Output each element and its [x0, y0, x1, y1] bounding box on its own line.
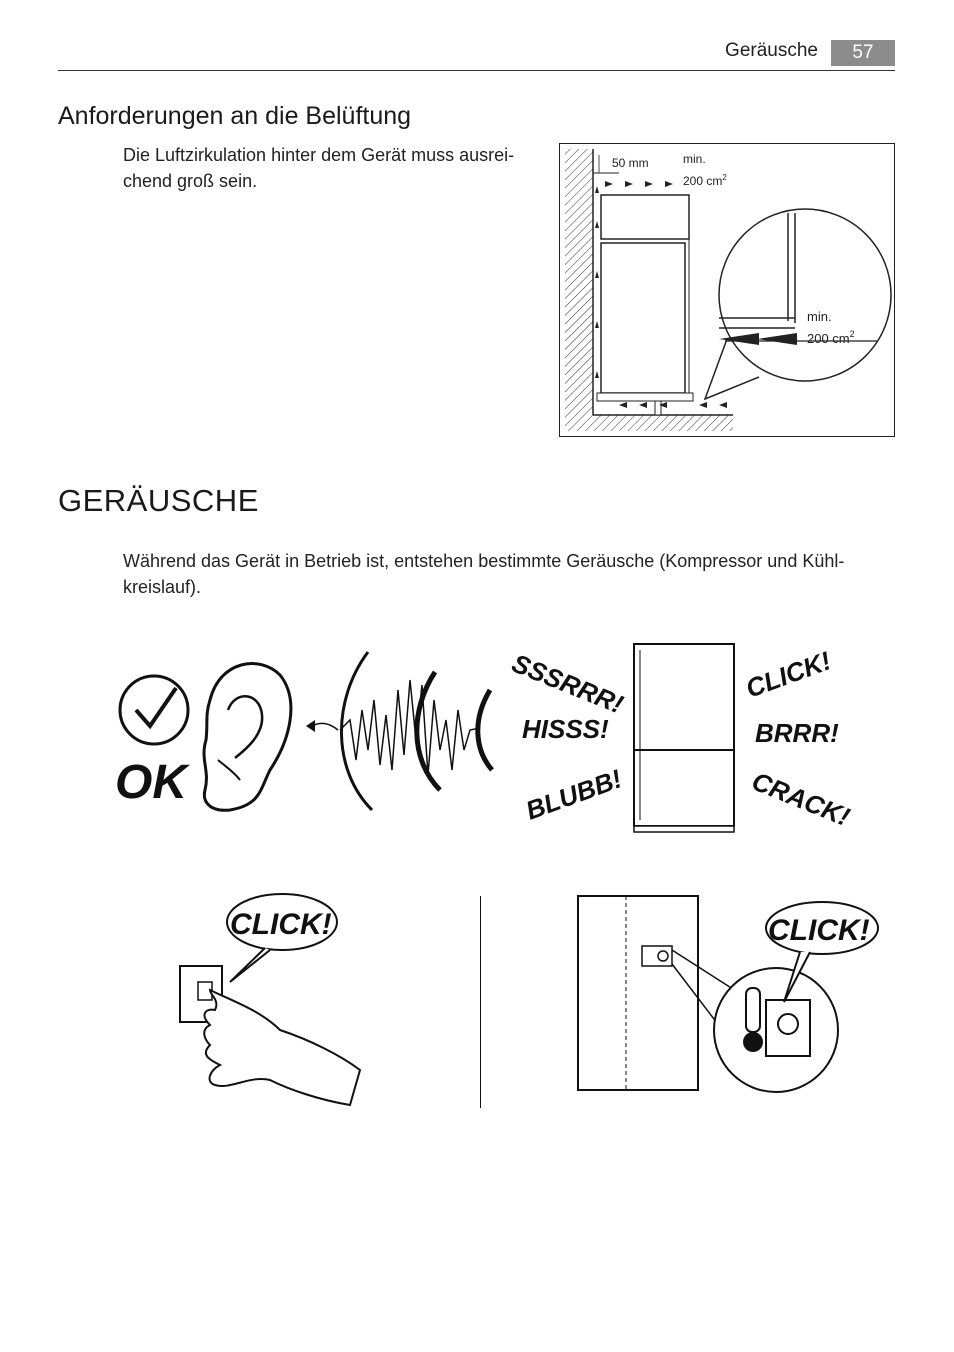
bottom-area-min: min.: [807, 309, 832, 324]
noises-illustration: [110, 630, 870, 850]
noises-text: [123, 548, 893, 600]
upper-cabinet: [601, 195, 689, 239]
sound-wave-icon: [340, 680, 480, 775]
fridge-body: [601, 243, 685, 393]
ventilation-text: [123, 142, 543, 194]
appliance-icon: [578, 896, 698, 1090]
header-rule: [58, 70, 895, 71]
sound-word: CLICK!: [741, 645, 835, 704]
fridge-icon: [634, 644, 734, 826]
ear-icon: [204, 664, 291, 811]
header-section-title: Geräusche: [725, 40, 818, 61]
detail-circle: [719, 209, 891, 381]
floor-hatch: [593, 415, 733, 431]
gap-label: 50 mm: [612, 156, 649, 170]
noises-text-content: Während das Gerät in Betrieb ist, entstehen bestimmte Geräusche (Kompressor und Kühl-kreislauf).: [123, 551, 845, 597]
sound-word: CRACK!: [747, 765, 855, 832]
ventilation-heading: Anforderungen an die Belüftung: [58, 102, 412, 130]
page-number: 57: [831, 40, 895, 66]
thermometer-icon: [746, 988, 760, 1032]
bottom-area-value: 200 $cm^2$: [807, 329, 855, 346]
switch-click-label: CLICK!: [230, 908, 332, 941]
illustration-divider: [480, 896, 481, 1108]
noises-heading: GERÄUSCHE: [58, 483, 259, 518]
ok-label: OK: [115, 756, 187, 809]
sound-word: BLUBB!: [521, 763, 626, 826]
top-area-value: 200 $cm^2$: [683, 173, 727, 188]
check-circle-icon: [120, 676, 188, 744]
top-area-min: min.: [683, 152, 706, 166]
sound-word: HISSS!: [522, 714, 609, 744]
sound-wave-arc: [341, 652, 372, 810]
wall-hatch: [565, 149, 593, 431]
sound-word: BRRR!: [755, 718, 839, 748]
ventilation-text-content: Die Luftzirkulation hinter dem Gerät muss ausrei-chend groß sein.: [123, 145, 515, 191]
thermostat-click-label: CLICK!: [768, 914, 870, 947]
dial-icon: [778, 1014, 798, 1034]
sound-word: SSSRRR!: [507, 647, 628, 720]
hand-icon: [204, 990, 360, 1105]
thermostat-click-illustration: [570, 890, 890, 1120]
ventilation-figure: [559, 143, 895, 437]
switch-click-illustration: [170, 890, 470, 1110]
